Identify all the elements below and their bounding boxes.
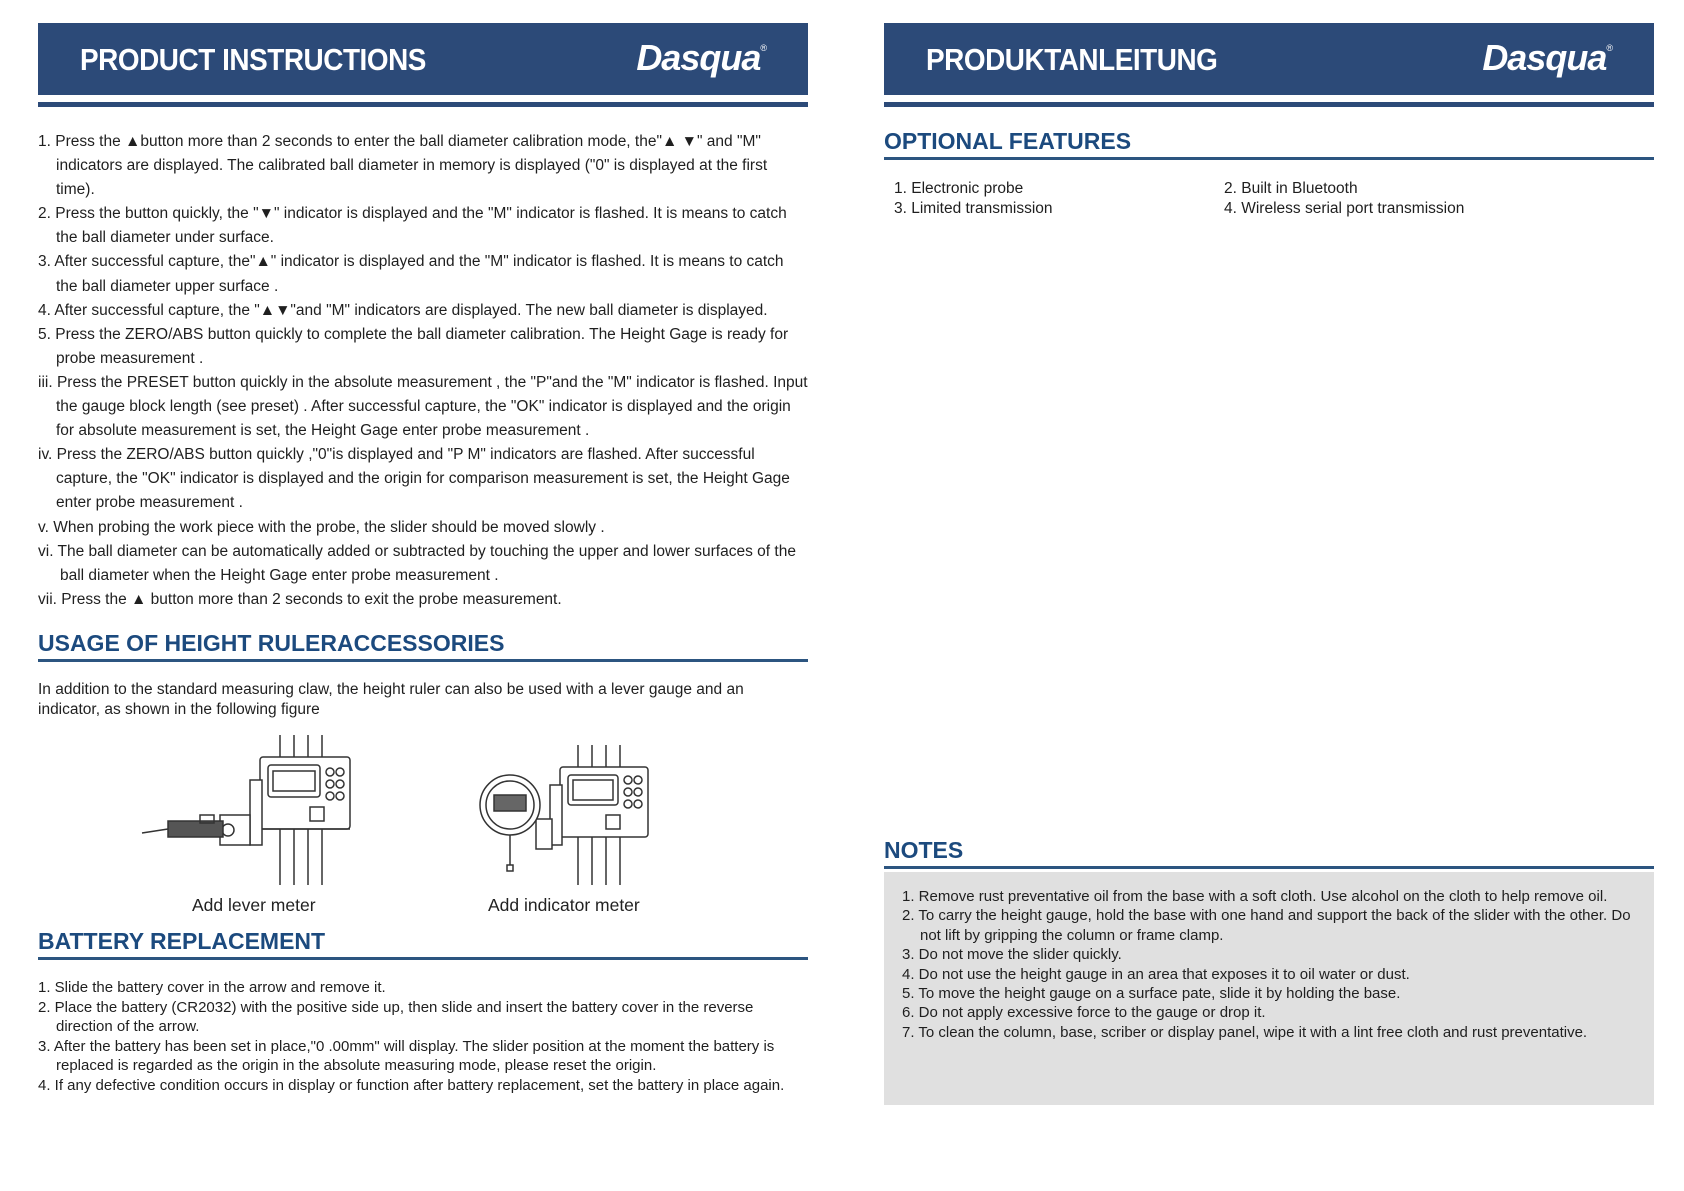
list-item: iii. Press the PRESET button quickly in the absolute measurement , the "P"and the "M" indicator is flashed. Input the gauge block length (see preset) . After successful capture, the "OK" indicator is displayed and the origin for absolute measurement is set, the Height Gage enter probe measurement . [38, 373, 808, 440]
list-item: 4. After successful capture, the "▲▼"and "M" indicators are displayed. The new ball diameter is displayed. [38, 301, 768, 319]
list-item: 2. Press the button quickly, the "▼" indicator is displayed and the "M" indicator is flashed. It is means to catch the ball diameter under surface. [38, 205, 787, 247]
list-item: 4. Do not use the height gauge in an area that exposes it to oil water or dust. [902, 965, 1410, 983]
list-item: 1. Electronic probe [894, 180, 1024, 197]
battery-section-title: BATTERY REPLACEMENT [38, 928, 808, 960]
list-item: 6. Do not apply excessive force to the gauge or drop it. [902, 1004, 1266, 1022]
header-bar [38, 23, 808, 95]
usage-description: In addition to the standard measuring claw, the height ruler can also be used with a lever gauge and an indicator, as shown in the following figure [38, 681, 744, 718]
list-item: 1. Remove rust preventative oil from the base with a soft cloth. Use alcohol on the cloth to help remove oil. [902, 888, 1608, 905]
calibration-steps [38, 130, 808, 612]
list-item: 3. After successful capture, the"▲" indicator is displayed and the "M" indicator is flashed. It is means to catch the ball diameter upper surface . [38, 253, 784, 295]
list-item: 7. To clean the column, base, scriber or display panel, wipe it with a lint free cloth and rust preventative. [902, 1023, 1588, 1041]
list-item: vi. The ball diameter can be automatically added or subtracted by touching the upper and lower surfaces of the ball diameter when the Height Gage enter probe measurement . [38, 542, 796, 584]
list-item: vii. Press the ▲ button more than 2 seconds to exit the probe measurement. [38, 590, 562, 608]
notes-section-title: NOTES [884, 837, 1654, 869]
notes-list [902, 887, 1642, 1042]
list-item: 3. Limited transmission [894, 200, 1053, 217]
header-divider [884, 102, 1654, 107]
list-item: 1. Slide the battery cover in the arrow and remove it. [38, 979, 386, 996]
page-title: PRODUCT INSTRUCTIONS [80, 42, 426, 77]
indicator-meter-figure [466, 745, 696, 885]
header-divider [38, 102, 808, 107]
list-item: 2. Built in Bluetooth [1224, 180, 1358, 197]
list-item: iv. Press the ZERO/ABS button quickly ,"0"is displayed and "P M" indicators are flashed. After successful capture, the "OK" indicator is displayed and the origin for comparison measurement is set, the Height Gage enter probe measurement . [38, 446, 790, 512]
list-item: v. When probing the work piece with the probe, the slider should be moved slowly . [38, 518, 605, 536]
header-bar [884, 23, 1654, 95]
list-item: 3. Do not move the slider quickly. [902, 946, 1122, 964]
list-item: 1. Press the ▲button more than 2 seconds to enter the ball diameter calibration mode, the"▲ ▼" and "M" indicators are displayed. The calibrated ball diameter in memory is displayed ("0" is displayed at the first time). [38, 133, 768, 199]
list-item: 2. Place the battery (CR2032) with the positive side up, then slide and insert the battery cover in the reverse direction of the arrow. [38, 998, 754, 1035]
list-item: 5. To move the height gauge on a surface pate, slide it by holding the base. [902, 985, 1401, 1003]
brand-logo: Dasqua® [636, 37, 766, 78]
page-title: PRODUKTANLEITUNG [926, 42, 1218, 77]
brand-logo: Dasqua® [1482, 37, 1612, 78]
battery-steps [38, 978, 808, 1095]
features-section-title: OPTIONAL FEATURES [884, 128, 1654, 160]
lever-meter-caption: Add lever meter [192, 895, 316, 915]
lever-meter-figure [100, 735, 370, 885]
notes-box [884, 872, 1654, 1105]
indicator-meter-caption: Add indicator meter [488, 895, 640, 915]
list-item: 3. After the battery has been set in place,"0 .00mm" will display. The slider position at the moment the battery is replaced is regarded as the origin in the absolute measuring mode, please reset the origin. [38, 1037, 775, 1074]
list-item: 5. Press the ZERO/ABS button quickly to complete the ball diameter calibration. The Height Gage is ready for probe measurement . [38, 325, 789, 367]
list-item: 4. If any defective condition occurs in display or function after battery replacement, set the battery in place again. [38, 1076, 785, 1094]
usage-section-title: USAGE OF HEIGHT RULERACCESSORIES [38, 630, 808, 662]
list-item: 4. Wireless serial port transmission [1224, 200, 1465, 217]
list-item: 2. To carry the height gauge, hold the base with one hand and support the back of the slider with the other. Do not lift by gripping the column or frame clamp. [902, 907, 1631, 944]
